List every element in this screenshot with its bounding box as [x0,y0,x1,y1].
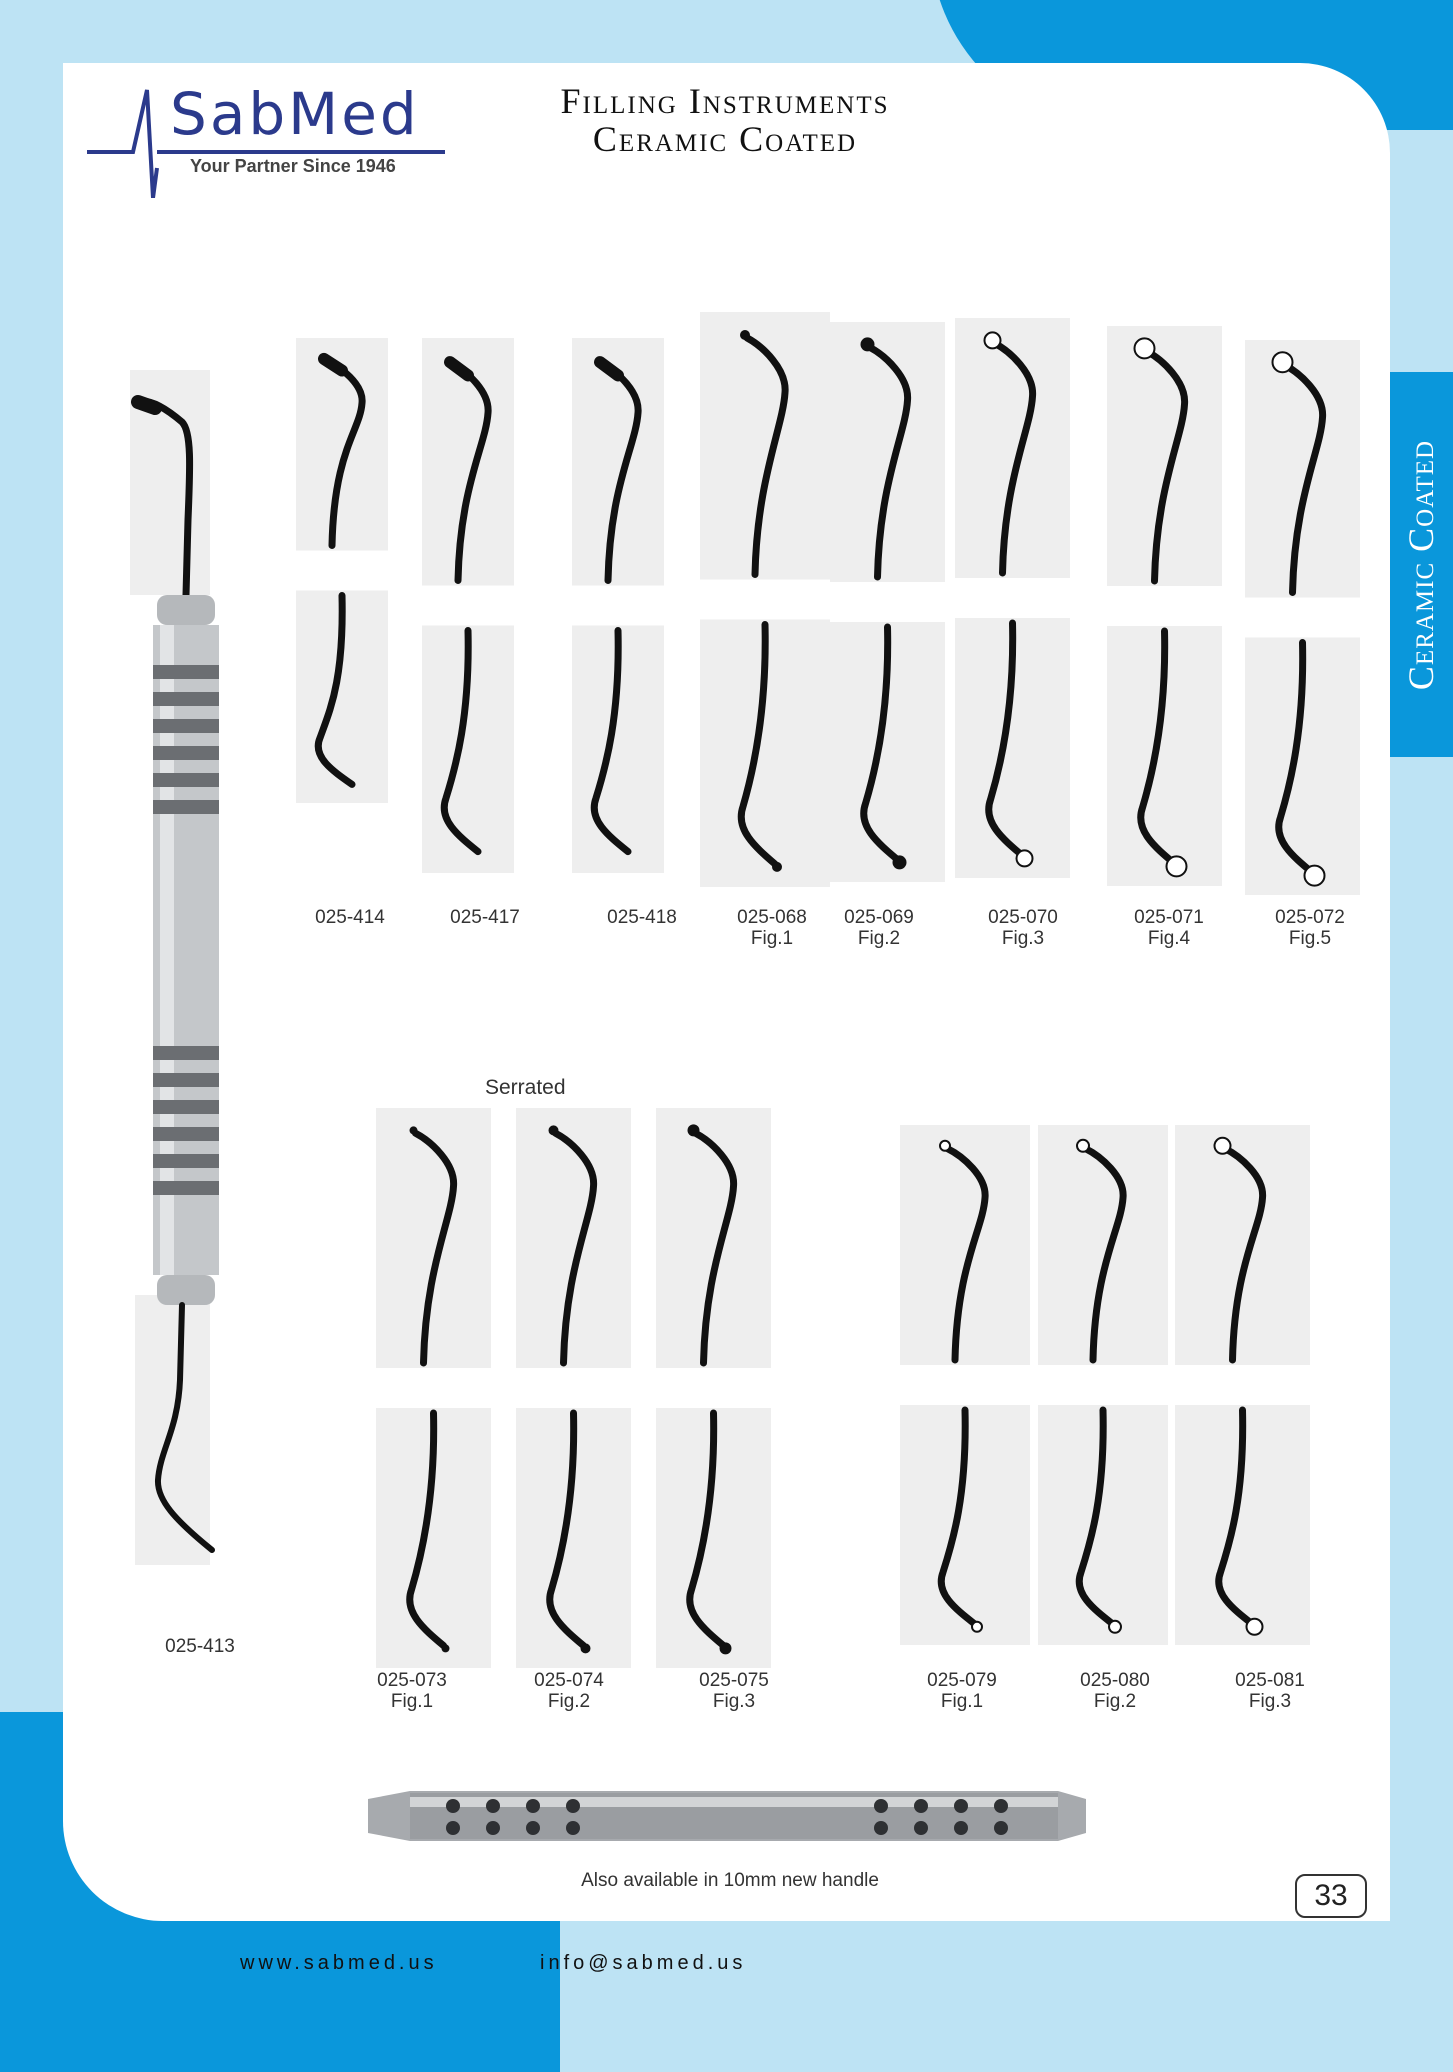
row1-item-label [829,907,929,949]
instrument-image [422,338,514,873]
item-fig: Fig.1 [390,1691,434,1712]
brand-tagline: Your Partner Since 1946 [190,156,396,176]
instrument-image [830,322,945,882]
row2-item-label [1220,1670,1320,1712]
item-fig: Fig.3 [712,1691,756,1712]
item-code: 025-072 [1275,907,1345,928]
new-handle-image [368,1785,1086,1847]
instrument-image [1245,340,1360,895]
item-fig: Fig.4 [1147,928,1191,949]
row1-item-label [1119,907,1219,949]
item-code: 025-070 [988,907,1058,928]
instrument-image [1107,326,1222,886]
footer-website[interactable]: www.sabmed.us [240,1952,438,1974]
handle-instrument-code: 025-413 [165,1636,235,1657]
instrument-image [656,1108,771,1668]
handle-instrument-image [120,370,230,1570]
handle-note: Also available in 10mm new handle [581,1870,879,1891]
instrument-image [376,1108,491,1668]
item-code: 025-071 [1134,907,1204,928]
item-code: 025-075 [699,1670,769,1691]
row2-item-label [684,1670,784,1712]
row2-item-label [912,1670,1012,1712]
instrument-image [1038,1125,1168,1645]
row2-item-label [519,1670,619,1712]
item-code: 025-081 [1235,1670,1305,1691]
brand-name: SabMed [170,80,420,148]
side-tab-label-wrap [1390,372,1453,757]
instrument-image [700,312,830,887]
row2-item-label [362,1670,462,1712]
item-code: 025-074 [534,1670,604,1691]
item-fig: Fig.1 [940,1691,984,1712]
page-title-line1: Filling Instruments [560,81,890,121]
footer-email[interactable]: info@sabmed.us [540,1952,747,1974]
row1-item-label [973,907,1073,949]
item-fig: Fig.5 [1288,928,1332,949]
instrument-image [1175,1125,1310,1645]
side-tab-label: Ceramic Coated [1401,439,1442,690]
item-fig: Fig.2 [1093,1691,1137,1712]
row1-item-label [1260,907,1360,949]
item-fig: Fig.2 [547,1691,591,1712]
instrument-image [955,318,1070,878]
row1-item-code: 025-418 [607,907,677,928]
row1-item-label [722,907,822,949]
page-title-line2: Ceramic Coated [592,119,858,159]
instrument-image [572,338,664,873]
item-code: 025-068 [737,907,807,928]
instrument-image [516,1108,631,1668]
serrated-label: Serrated [485,1076,566,1099]
item-code: 025-080 [1080,1670,1150,1691]
item-fig: Fig.3 [1001,928,1045,949]
row1-item-code: 025-414 [315,907,385,928]
page-title [500,82,950,158]
item-code: 025-073 [377,1670,447,1691]
instrument-image [296,338,388,803]
item-fig: Fig.2 [857,928,901,949]
item-fig: Fig.1 [750,928,794,949]
row1-item-code: 025-417 [450,907,520,928]
page-number: 33 [1295,1874,1367,1918]
item-fig: Fig.3 [1248,1691,1292,1712]
item-code: 025-079 [927,1670,997,1691]
item-code: 025-069 [844,907,914,928]
row2-item-label [1065,1670,1165,1712]
instrument-image [900,1125,1030,1645]
